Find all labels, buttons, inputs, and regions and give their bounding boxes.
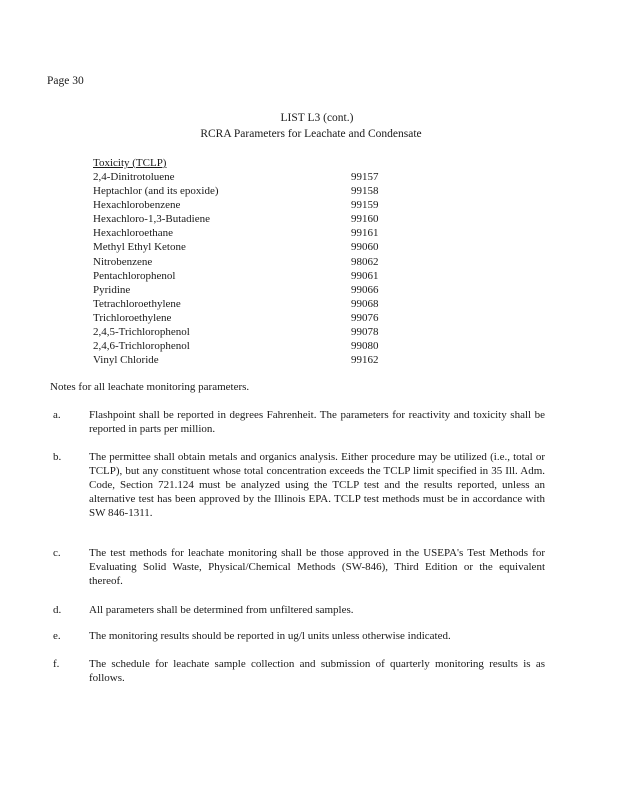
list-subtitle: RCRA Parameters for Leachate and Condensate xyxy=(200,128,422,140)
parameter-name: Hexachloroethane xyxy=(93,227,174,240)
parameter-name: 2,4,5-Trichlorophenol xyxy=(93,326,190,339)
parameter-name: 2,4-Dinitrotoluene xyxy=(93,171,175,183)
table-row xyxy=(93,212,393,226)
table-row xyxy=(93,283,393,297)
note-text: Flashpoint shall be reported in degrees Fahrenheit. The parameters for reactivity and toxicity shall be reported in parts per million. xyxy=(89,409,545,435)
note-letter: e. xyxy=(53,630,61,642)
table-row xyxy=(93,269,393,283)
table-row xyxy=(93,325,393,339)
table-row xyxy=(93,226,393,240)
note-letter: c. xyxy=(53,547,61,559)
note-letter: d. xyxy=(53,604,62,616)
table-row xyxy=(93,255,393,269)
parameter-code: 99159 xyxy=(351,199,379,212)
parameter-code: 99162 xyxy=(351,354,379,367)
parameter-name: Pyridine xyxy=(93,283,131,296)
page-number: Page 30 xyxy=(47,75,84,87)
table-row xyxy=(93,311,393,325)
note-text: The monitoring results should be reported in ug/l units unless otherwise indicated. xyxy=(89,630,451,642)
parameter-code: 99068 xyxy=(351,297,379,310)
parameter-code: 99160 xyxy=(351,213,379,226)
parameter-name: Heptachlor (and its epoxide) xyxy=(93,185,219,198)
parameter-name: Hexachlorobenzene xyxy=(93,199,181,212)
parameter-code: 99060 xyxy=(351,241,379,254)
note-letter: a. xyxy=(53,409,61,421)
note-text: The permittee shall obtain metals and organics analysis. Either procedure may be utilized (i.e., total or TCLP), but any constituent whose total concentration exceeds the TCLP limit specified in 35 Ill. Adm. Code, Section 721.124 must be analyzed using the TCLP test and the results reported, unless an alternative test has been approved by the Illinois EPA. TCLP test methods must be in accordance with SW 846-1311. xyxy=(89,451,545,519)
parameter-name: Tetrachloroethylene xyxy=(93,297,181,310)
parameter-code: 99066 xyxy=(351,283,379,296)
parameter-name: Vinyl Chloride xyxy=(93,354,159,367)
parameter-code: 98062 xyxy=(351,255,379,268)
notes-intro: Notes for all leachate monitoring parameters. xyxy=(50,381,250,393)
note-text: The schedule for leachate sample collection and submission of quarterly monitoring results is as follows. xyxy=(89,658,545,684)
table-row xyxy=(93,198,393,212)
note-letter: b. xyxy=(53,451,62,463)
parameter-code: 99080 xyxy=(351,340,379,353)
table-row xyxy=(93,240,393,254)
parameter-code: 99157 xyxy=(351,171,379,183)
parameter-code: 99158 xyxy=(351,185,379,198)
parameter-name: Methyl Ethyl Ketone xyxy=(93,241,186,254)
note-letter: f. xyxy=(53,658,60,670)
parameter-name: Pentachlorophenol xyxy=(93,269,176,282)
list-title: LIST L3 (cont.) xyxy=(280,112,354,124)
note-text: All parameters shall be determined from unfiltered samples. xyxy=(89,604,354,616)
parameter-code: 99061 xyxy=(351,269,379,282)
table-row xyxy=(93,297,393,311)
table-header: Toxicity (TCLP) xyxy=(93,157,167,169)
table-row xyxy=(93,339,393,353)
table-row xyxy=(93,170,393,184)
parameter-name: Nitrobenzene xyxy=(93,255,153,268)
parameter-name: 2,4,6-Trichlorophenol xyxy=(93,340,190,353)
parameter-code: 99076 xyxy=(351,311,379,324)
parameter-name: Trichloroethylene xyxy=(93,311,172,324)
table-row xyxy=(93,184,393,198)
parameter-table xyxy=(93,170,393,367)
parameter-name: Hexachloro-1,3-Butadiene xyxy=(93,213,210,226)
note-text: The test methods for leachate monitoring shall be those approved in the USEPA's Test Methods for Evaluating Solid Waste, Physical/Chemical Methods (SW-846), Third Edition or the equivalent thereof. xyxy=(89,547,545,587)
table-row xyxy=(93,353,393,367)
parameter-code: 99161 xyxy=(351,227,379,240)
parameter-code: 99078 xyxy=(351,326,379,339)
